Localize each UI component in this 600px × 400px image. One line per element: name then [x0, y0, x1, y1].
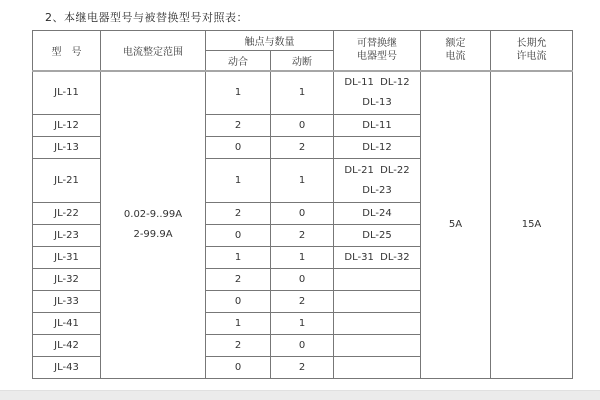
col-header-longterm-current	[491, 31, 573, 71]
replaceable-models-cell	[334, 357, 421, 379]
current-range-lines	[101, 205, 205, 245]
normally-open-cell: 2	[206, 335, 271, 357]
replaceable-models-cell	[334, 291, 421, 313]
col-header-current-range: 电流整定范围	[101, 31, 206, 71]
replaceable-models-cell: DL-31 DL-32	[334, 247, 421, 269]
col-header-replaceable-line1: 可替换继	[357, 38, 397, 50]
normally-closed-cell: 0	[271, 269, 334, 291]
col-header-replaceable-models	[334, 31, 421, 71]
normally-open-cell: 2	[206, 269, 271, 291]
model-cell: JL-23	[33, 225, 101, 247]
col-header-longterm-line2: 许电流	[516, 51, 547, 63]
table-row	[33, 71, 573, 115]
normally-closed-cell: 2	[271, 225, 334, 247]
replaceable-models-cell: DL-25	[334, 225, 421, 247]
col-header-rated-line2: 电流	[445, 51, 466, 63]
col-header-replaceable-line2: 电器型号	[357, 51, 397, 63]
replaceable-line1: DL-21 DL-22	[344, 164, 410, 176]
model-cell: JL-11	[33, 71, 101, 115]
normally-closed-cell: 1	[271, 159, 334, 203]
normally-closed-cell: 2	[271, 357, 334, 379]
current-range-line2: 2-99.9A	[133, 228, 173, 240]
normally-open-cell: 2	[206, 203, 271, 225]
current-range-line1: 0.02-9..99A	[123, 208, 183, 220]
normally-closed-cell: 2	[271, 137, 334, 159]
col-header-normally-closed: 动断	[271, 51, 334, 71]
normally-open-cell: 0	[206, 291, 271, 313]
col-header-rated-current	[421, 31, 491, 71]
page-bottom-strip	[0, 390, 600, 400]
current-range-cell	[101, 71, 206, 379]
model-cell: JL-22	[33, 203, 101, 225]
col-header-contacts-group: 触点与数量	[206, 31, 334, 51]
replaceable-models-cell	[334, 269, 421, 291]
replaceable-line2: DL-13	[362, 96, 392, 108]
model-cell: JL-33	[33, 291, 101, 313]
replaceable-models-cell: DL-12	[334, 137, 421, 159]
replaceable-line1: DL-11 DL-12	[344, 76, 410, 88]
normally-open-cell: 0	[206, 137, 271, 159]
model-cell: JL-43	[33, 357, 101, 379]
model-cell: JL-32	[33, 269, 101, 291]
normally-open-cell: 0	[206, 225, 271, 247]
normally-closed-cell: 0	[271, 115, 334, 137]
col-header-longterm-line1: 长期允	[516, 38, 547, 50]
replaceable-models-cell	[334, 335, 421, 357]
replaceable-line2: DL-23	[362, 184, 392, 196]
header-row-1	[33, 31, 573, 51]
normally-closed-cell: 1	[271, 71, 334, 115]
model-cell: JL-42	[33, 335, 101, 357]
normally-closed-cell: 0	[271, 335, 334, 357]
rated-current-cell: 5A	[421, 71, 491, 379]
normally-open-cell: 1	[206, 313, 271, 335]
col-header-model: 型 号	[33, 31, 101, 71]
replaceable-models-cell: DL-24	[334, 203, 421, 225]
model-cell: JL-21	[33, 159, 101, 203]
normally-open-cell: 0	[206, 357, 271, 379]
normally-closed-cell: 2	[271, 291, 334, 313]
model-cell: JL-12	[33, 115, 101, 137]
normally-closed-cell: 1	[271, 313, 334, 335]
model-cell: JL-13	[33, 137, 101, 159]
normally-open-cell: 1	[206, 247, 271, 269]
model-cell: JL-31	[33, 247, 101, 269]
relay-comparison-table	[32, 30, 573, 379]
normally-open-cell: 1	[206, 71, 271, 115]
normally-open-cell: 2	[206, 115, 271, 137]
normally-closed-cell: 1	[271, 247, 334, 269]
replaceable-models-cell	[334, 313, 421, 335]
replaceable-models-cell	[334, 71, 421, 115]
model-cell: JL-41	[33, 313, 101, 335]
replaceable-models-cell: DL-11	[334, 115, 421, 137]
page-title: 2、本继电器型号与被替换型号对照表：	[45, 11, 248, 24]
col-header-normally-open: 动合	[206, 51, 271, 71]
col-header-rated-line1: 额定	[445, 38, 466, 50]
normally-open-cell: 1	[206, 159, 271, 203]
replaceable-models-cell	[334, 159, 421, 203]
normally-closed-cell: 0	[271, 203, 334, 225]
longterm-current-cell: 15A	[491, 71, 573, 379]
